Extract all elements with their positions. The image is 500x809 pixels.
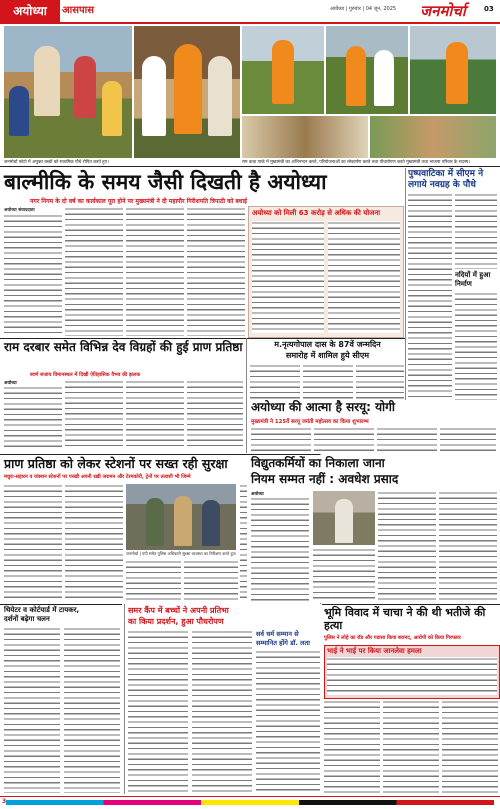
divider-right-col (405, 168, 406, 408)
text-col-3 (126, 207, 184, 336)
land-subhead: पुलिस ने लोहे का रॉड और गडासा किया बरामद, आरोपी को किया गिरफ्तार (324, 635, 461, 641)
text-summer-2 (192, 630, 252, 794)
headline-pushpvatika: पुष्पवाटिका में सीएम ने लगाये नवग्रह के पौधे (408, 169, 484, 190)
vidyut-text-1 (251, 497, 309, 601)
text-right-1 (408, 193, 452, 405)
photo-crowd-2 (370, 116, 496, 158)
land-box (324, 645, 500, 699)
inset-box (248, 206, 404, 338)
masthead-rule (0, 22, 500, 24)
photo-plantation-1 (242, 26, 324, 114)
land-text-2 (383, 700, 439, 793)
subhead-nritya: समारोह में शामिल हुये सीएम (285, 351, 370, 360)
saryu-subhead-text: मुख्यमंत्री ने 125वें सरयू जयंती महोत्सव का किया शुभारम्भ (251, 419, 369, 425)
byline-ram-darbar: अयोध्या (4, 381, 17, 386)
vidyut-text-2 (313, 548, 375, 601)
text-sarv-1 (256, 650, 320, 793)
footer-page-marker: 3 (2, 798, 7, 805)
text-ram-2 (65, 380, 123, 450)
photo-security-inspection (126, 484, 236, 550)
divider-ramdarbar (0, 338, 405, 339)
headline-theatre: थियेटर व कोर्टयार्ड में टायकर, (4, 606, 80, 614)
text-ram-1 (4, 386, 62, 450)
page-number: 03 (484, 5, 494, 13)
headline-ram-darbar: राम दरबार समेत विभिन्न देव विग्रहों की हुई प्राण प्रतिष्ठा (4, 340, 243, 354)
text-sec-4 (184, 560, 238, 602)
caption-left: जनमोर्चा फोटो में अयुक्त बच्चों को साथमिक पौधे रोपित करते हुए। (4, 160, 109, 165)
headline-theatre-2: दर्शनों बढ़ेगा चलन (4, 615, 50, 623)
text-sec-2 (65, 484, 123, 602)
dateline: अयोध्या | गुरुवार | 04 जून, 2025 (330, 6, 397, 12)
vidyut-text-4 (439, 491, 497, 601)
vidyut-text-3 (378, 491, 436, 601)
headline-summer-camp-2: का किया प्रदर्शन, हुआ पौधरोपण (128, 617, 224, 626)
divider-theatre (0, 604, 122, 605)
text-sec-3 (126, 560, 181, 602)
photo-cm-felicitation (134, 26, 240, 158)
headline-nritya: म.नृत्यगोपाल दास के 87वें जन्मदिन (274, 340, 381, 349)
byline-ayodhya: अयोध्या संवाददाता (4, 208, 35, 213)
masthead (0, 0, 500, 22)
photo-children-plantation (4, 26, 132, 158)
section-tab-secondary: आसपास (62, 5, 95, 16)
saryu-text-2 (314, 427, 374, 454)
kicker-nadiyon: नदियों में हुआ निर्माण (455, 271, 491, 288)
footer-color-strip (6, 800, 494, 805)
headline-summer-camp: समर कैंप में बच्चों ने अपनी प्रतिभा (128, 606, 229, 615)
text-col-4 (187, 207, 245, 336)
text-theatre-1 (4, 627, 60, 793)
photo-plantation-2 (326, 26, 408, 114)
land-text-3 (442, 700, 498, 793)
text-col-2 (65, 207, 123, 336)
section-tab-primary: अयोध्या (0, 0, 60, 22)
inset-text-2 (328, 221, 400, 333)
inset-text-1 (252, 221, 324, 333)
text-sec-1 (4, 484, 62, 602)
brand-logo: जनमोर्चा (420, 2, 466, 20)
headline-ayodhya: बाल्मीकि के समय जैसी दिखती है अयोध्या (4, 170, 327, 194)
saryu-text-1 (251, 427, 311, 454)
text-summer-1 (128, 630, 188, 794)
land-story (322, 605, 500, 795)
vidyut-headline-sub: नियम सम्मत नहीं : अवधेश प्रसाद (251, 472, 399, 486)
saryu-story (247, 400, 500, 454)
divider-summer (124, 604, 125, 794)
headline-security: प्राण प्रतिष्ठा को लेकर स्टेशनों पर सख्त रही सुरक्षा (4, 456, 228, 471)
footer-rule (0, 796, 500, 797)
text-ram-4 (187, 380, 243, 450)
subhead-security: मथुरा-सहारन व जंक्शन स्टेशनों पर परखी अपनी रख़ी जरामन और टेरमकोरी, ट्रेनों पर तलाशी भी जिम्मे (4, 474, 191, 480)
subhead-ram-darbar: स्वर्ण सजाय विमानस्थल में दिखी ऐतिहासिक वैभव की झलक (30, 372, 141, 378)
land-headline: भूमि विवाद में चाचा ने की थी भतीजे की हत्या (324, 606, 486, 632)
vidyut-byline: अयोध्या (251, 492, 264, 497)
saryu-text-3 (377, 427, 437, 454)
text-right-2 (455, 193, 497, 269)
headline-sarv-dharm-2: सम्मानित होंगे डॉ. लता (256, 639, 310, 647)
inset-headline: अयोध्या को मिली 63 करोड़ से अधिक की योजना (252, 209, 381, 217)
land-box-text (327, 657, 497, 695)
photo-crowd-1 (242, 116, 368, 158)
caption-right: राम कथा पार्क में मुख्यमंत्री का अभिनन्दन करते, परियोजनाओं का लोकार्पण करते तथा पौधारोपण करते मुख्यमंत्री तथा भाजपा परिवार के सदस्य। (242, 160, 471, 165)
text-col-1 (4, 214, 62, 336)
vidyut-block (247, 455, 500, 603)
land-box-headline: भाई ने भाई पर किया जानलेवा हमला (327, 647, 422, 655)
photo-plantation-3 (410, 26, 496, 114)
divider-top (0, 166, 500, 167)
caption-security: जनमोर्चा | एपी समेत पुलिस अधिकारी सुरक्षा व्यवस्था का निरीक्षण करते हुए। (126, 551, 237, 556)
photo-vidyut (313, 491, 375, 545)
headline-sarv-dharm: सर्व धर्म सम्मान से (256, 630, 299, 638)
text-ram-3 (126, 380, 184, 450)
land-text-1 (324, 700, 380, 793)
text-theatre-2 (64, 627, 120, 793)
saryu-text-4 (440, 427, 496, 454)
saryu-headline-text: अयोध्या की आत्मा है सरयू: योगी (251, 400, 396, 414)
subhead-ayodhya: नगर निगम के दो वर्ष का कार्यकाल पूरा होने पर मुख्यमंत्री ने दी महापौर गिरीशपति त्रिपाठी को बधाई (30, 198, 247, 205)
vidyut-headline-main: विद्युतकर्मियों का निकाला जाना (251, 456, 385, 470)
text-right-3 (455, 292, 497, 405)
